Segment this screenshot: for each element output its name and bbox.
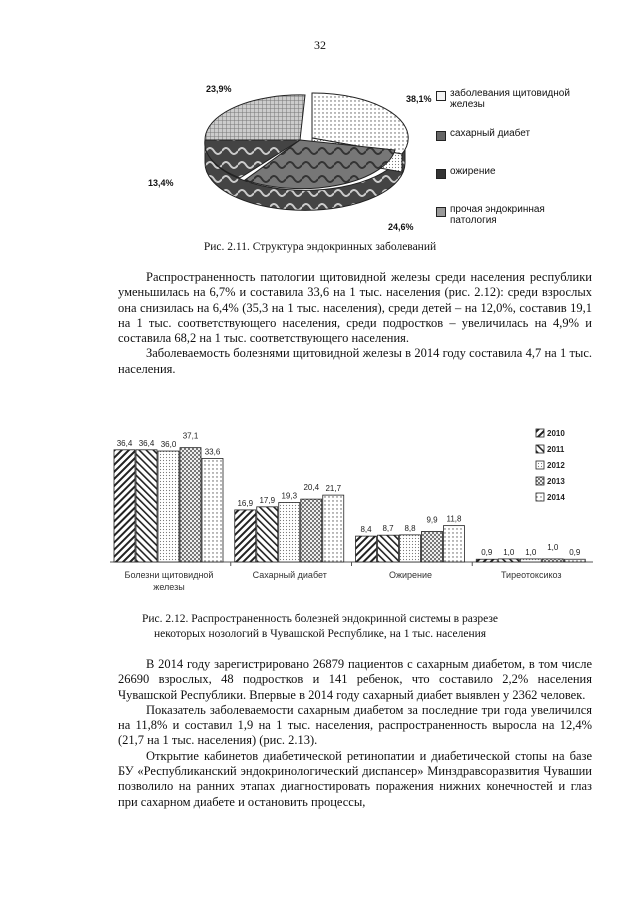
text-block-2 (118, 657, 592, 810)
legend-label: ожирение (450, 166, 496, 177)
bar-2011-1 (257, 507, 278, 562)
bar-2012-2 (400, 535, 421, 562)
bar-chart (108, 420, 603, 600)
category-label: Сахарный диабет (252, 570, 327, 580)
pie-chart (190, 88, 430, 238)
bar-value-label: 16,9 (237, 498, 254, 508)
bar-2010-2 (356, 536, 377, 562)
bar-value-label: 36,0 (160, 440, 177, 450)
bar-value-label: 36,4 (138, 438, 155, 448)
bar-value-label: 33,6 (204, 447, 221, 457)
page-number: 32 (314, 38, 326, 52)
bar-value-label: 11,8 (446, 514, 462, 524)
bar-2010-0 (114, 450, 135, 562)
legend-label: сахарный диабет (450, 128, 531, 139)
bar-2014-1 (323, 495, 344, 562)
legend-label-2012: 2012 (547, 461, 565, 470)
figure-caption-line2: некоторых нозологий в Чувашской Республике, на 1 тыс. населения (153, 628, 487, 640)
bar-value-label: 19,3 (281, 491, 298, 501)
bar-value-label: 21,7 (325, 484, 342, 494)
legend-swatch (436, 131, 446, 141)
paragraph: Открытие кабинетов диабетической ретинопатии и диабетической стопы на базе БУ «Республиканский эндокринологический диспансер» Минздравсоразвития Чувашии позволило на ранних этапах диагностировать поражения нижних конечностей и глаз при сахарном диабете и остановить процессы, (118, 748, 592, 809)
pie-label-obesity: 13,4% (148, 178, 174, 188)
bar-value-label: 37,1 (182, 431, 199, 441)
bar-2013-2 (422, 531, 443, 562)
bar-2012-3 (520, 559, 541, 562)
figure-caption: Рис. 2.11. Структура эндокринных заболеваний (203, 241, 437, 253)
bar-2014-2 (444, 526, 465, 562)
legend-label: заболевания щитовидной железы (450, 88, 570, 110)
bar-2014-0 (202, 458, 223, 562)
bar-2011-0 (136, 450, 157, 562)
bar-value-label: 20,4 (303, 483, 320, 493)
bar-2010-1 (235, 510, 256, 562)
bar-2010-3 (476, 559, 497, 562)
category-label: Ожирение (388, 570, 433, 580)
legend-swatch-2014 (536, 493, 544, 501)
pie-label-diabetes: 24,6% (388, 222, 414, 232)
bar-value-label: 8,7 (382, 524, 394, 534)
bar-2013-0 (180, 448, 201, 562)
pie-label-thyroid: 38,1% (406, 94, 432, 104)
legend-swatch (436, 169, 446, 179)
legend-item-thyroid (436, 88, 570, 110)
bar-value-label: 0,9 (569, 548, 581, 558)
legend-swatch-2013 (536, 477, 544, 485)
legend-label-2013: 2013 (547, 477, 565, 486)
pie-slice-other (205, 95, 305, 140)
bar-2011-3 (498, 559, 519, 562)
category-label: железы (153, 582, 185, 592)
legend-swatch (436, 207, 446, 217)
bar-2011-2 (378, 535, 399, 562)
bar-2012-1 (279, 503, 300, 562)
legend-item-obesity (436, 166, 496, 179)
legend-swatch-2011 (536, 445, 544, 453)
legend-swatch (436, 91, 446, 101)
bar-value-label: 17,9 (259, 495, 276, 505)
paragraph: Заболеваемость болезнями щитовидной железы в 2014 году составила 4,7 на 1 тыс. населения. (118, 346, 592, 376)
bar-2012-0 (158, 451, 179, 562)
paragraph: Показатель заболеваемости сахарным диабетом за последние три года увеличился на 11,8% и составил 1,9 на 1 тыс. населения, распространенность выросла на 12,4% (21,7 на 1 тыс. населения) (рис. 2.13). (118, 702, 592, 748)
legend-label-2014: 2014 (547, 493, 565, 502)
legend-label-2011: 2011 (547, 445, 565, 454)
bar-value-label: 9,9 (426, 515, 438, 525)
category-label: Болезни щитовидной (124, 570, 214, 580)
legend-item-diabetes (436, 128, 530, 141)
legend-label-2010: 2010 (547, 429, 565, 438)
paragraph: Распространенность патологии щитовидной железы среди населения республики уменьшилась на 6,7% и составила 33,6 на 1 тыс. населения (рис. 2.12): среди взрослых она снизилась на 6,4% (35,3 на 1 тыс. населения), среди детей – на 12,0%, составив 19,1 на 1 тыс. соответствующего населения, среди подростков – увеличилась на 4,9% и составила 68,2 на 1 тыс. соответствующего населения. (118, 270, 592, 346)
bar-value-label: 1,0 (547, 542, 559, 552)
bar-value-label: 0,9 (481, 548, 493, 558)
bar-value-label: 1,0 (503, 547, 515, 557)
legend-swatch-2010 (536, 429, 544, 437)
paragraph: В 2014 году зарегистрировано 26879 пациентов с сахарным диабетом, в том числе 26690 взрослых, 48 подростков и 141 ребенок, что составило 2,2% населения Чувашской Республики. Впервые в 2014 году сахарный диабет выявлен у 2362 человек. (118, 657, 592, 702)
bar-2013-3 (542, 559, 563, 562)
legend-item-other (436, 204, 570, 226)
figure-caption-line1: Рис. 2.12. Распространенность болезней эндокринной системы в разрезе (141, 613, 499, 625)
pie-label-other: 23,9% (206, 84, 232, 94)
legend-label: прочая эндокринная патология (450, 204, 545, 226)
bar-value-label: 1,0 (525, 547, 537, 557)
bar-2014-3 (564, 559, 585, 562)
text-block-1 (118, 270, 592, 377)
category-label: Тиреотоксикоз (500, 570, 562, 580)
bar-2013-1 (301, 499, 322, 562)
legend-swatch-2012 (536, 461, 544, 469)
bar-value-label: 8,4 (360, 525, 372, 535)
bar-value-label: 36,4 (116, 438, 133, 448)
bar-value-label: 8,8 (404, 523, 416, 533)
